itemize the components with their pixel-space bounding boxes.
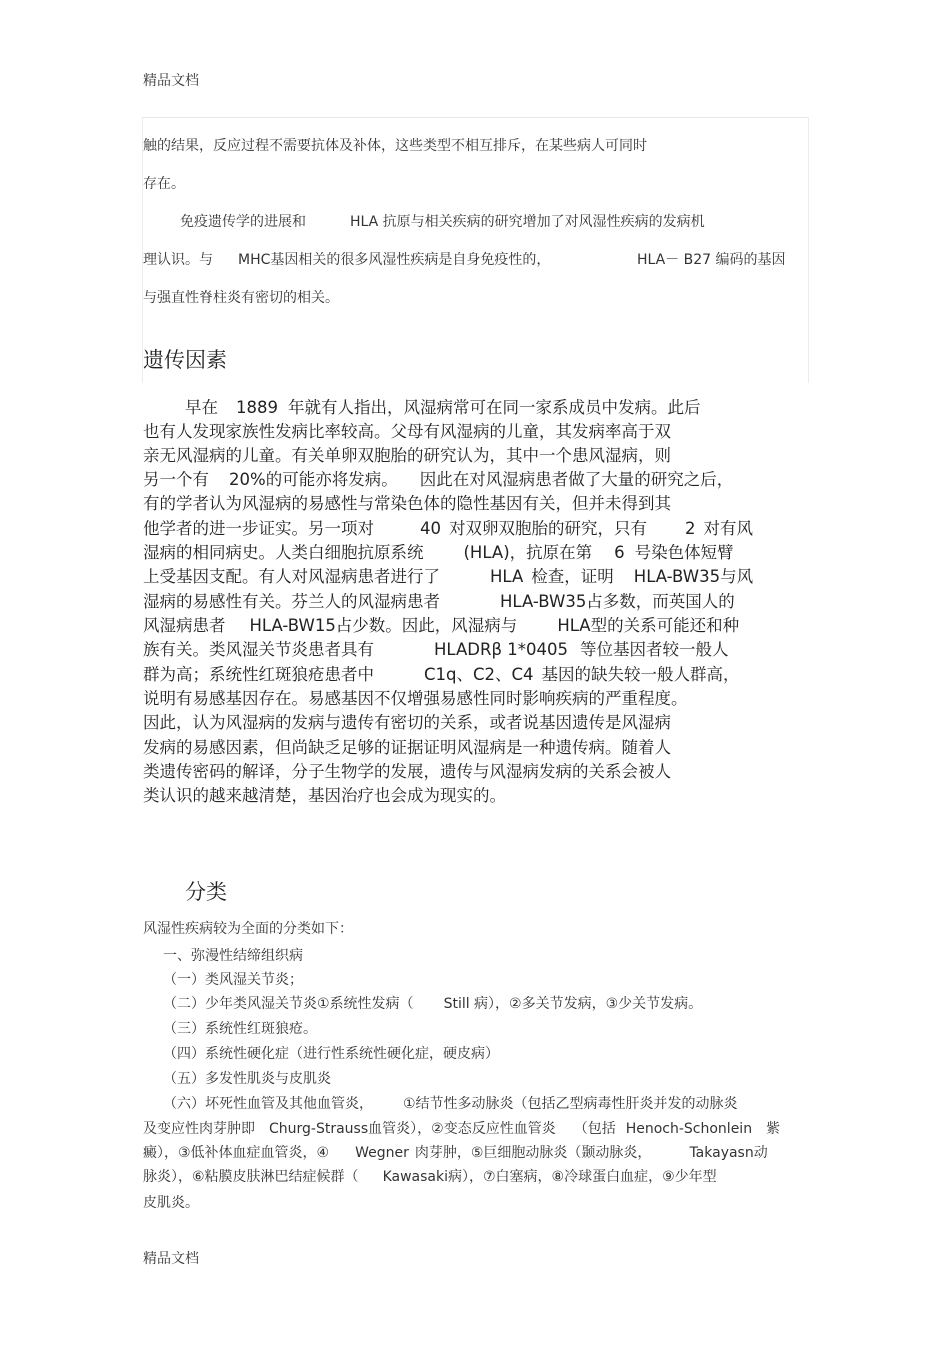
text-segment: HLA-BW35占多数，而英国人的 [500, 592, 735, 611]
text-segment: HLA-BW15占少数。因此，风湿病与 [249, 616, 518, 635]
text-segment: C1q、C2、C4 [424, 665, 534, 684]
text-segment: ①结节性多动脉炎（包括乙型病毒性肝炎并发的动脉炎 [403, 1096, 738, 1112]
text-segment: HLA型的关系可能还和种 [557, 616, 740, 635]
footer-watermark: 精品文档 [143, 1251, 199, 1267]
genetics-title: 遗传因素 [143, 348, 227, 372]
text-segment: 也有人发现家族性发病比率较高。父母有风湿病的儿童，其发病率高于双 [143, 422, 671, 441]
text-segment: 风湿病患者 [143, 616, 226, 635]
genetics-line [143, 515, 753, 539]
text-segment: （六）坏死性血管及其他血管炎， [163, 1096, 373, 1112]
genetics-line [143, 709, 671, 733]
intro-line-3b: HLA 抗原与相关疾病的研究增加了对风湿性疾病的发病机 [350, 214, 705, 230]
genetics-line [143, 612, 739, 636]
text-segment: 因此，认为风湿病的发病与遗传有密切的关系，或者说基因遗传是风湿病 [143, 713, 671, 732]
text-segment: 及变应性肉芽肿即 [143, 1121, 255, 1137]
text-segment: 他学者的进一步证实。另一项对 [143, 519, 374, 538]
classification-item: 一、弥漫性结缔组织病 [163, 948, 303, 964]
text-segment: 早在 [185, 398, 218, 417]
text-segment: 20% [229, 470, 266, 489]
text-segment: Churg-Strauss血管炎），②变态反应性血管炎 [269, 1121, 556, 1137]
genetics-line [143, 685, 688, 709]
text-segment: 肉芽肿，⑤巨细胞动脉炎（颞动脉炎， [414, 1145, 652, 1161]
classification-item: （一）类风湿关节炎； [163, 972, 303, 988]
text-segment: 40 [420, 519, 441, 538]
text-segment: 1889 [236, 398, 278, 417]
text-segment: HLA [490, 567, 524, 586]
text-segment: 6 [614, 543, 625, 562]
text-segment: 紫 [766, 1121, 781, 1137]
genetics-line [143, 442, 671, 466]
text-segment: Wegner [355, 1145, 409, 1161]
header-watermark: 精品文档 [143, 73, 199, 89]
text-segment: HLADR [434, 640, 492, 659]
intro-line-4b: MHC基因相关的很多风湿性疾病是自身免疫性的， [238, 252, 551, 268]
text-segment: 的可能亦将发病。 [265, 470, 398, 489]
genetics-line [143, 661, 740, 685]
text-segment: 群为高；系统性红斑狼疮患者中 [143, 665, 374, 684]
intro-line-4a: 理认识。与 [143, 252, 213, 268]
text-segment: 检查，证明 [531, 567, 614, 586]
intro-line-5: 与强直性脊柱炎有密切的相关。 [143, 290, 339, 306]
text-segment: 基因的缺失较一般人群高， [541, 665, 740, 684]
text-segment: 湿病的相同病史。人类白细胞抗原系统 [143, 543, 424, 562]
genetics-line [143, 490, 671, 514]
text-segment: 年就有人指出，风湿病常可在同一家系成员中发病。此后 [288, 398, 701, 417]
genetics-line [143, 466, 733, 490]
text-segment: 有的学者认为风湿病的易感性与常染色体的隐性基因有关，但并未得到其 [143, 494, 671, 513]
text-segment: Still 病），②多关节发病，③少关节发病。 [443, 996, 703, 1012]
text-segment: （包括 [573, 1121, 616, 1137]
intro-line-2: 存在。 [143, 176, 185, 192]
text-segment: (HLA)，抗原在第 [463, 543, 593, 562]
classification-item [143, 1142, 768, 1162]
classification-item [143, 1118, 780, 1138]
text-segment: Henoch-Schonlein [625, 1121, 753, 1137]
genetics-line [143, 418, 671, 442]
genetics-line [185, 394, 701, 418]
text-segment: 族有关。类风湿关节炎患者具有 [143, 640, 374, 659]
text-segment: 类认识的越来越清楚，基因治疗也会成为现实的。 [143, 786, 506, 805]
text-segment: 说明有易感基因存在。易感基因不仅增强易感性同时影响疾病的严重程度。 [143, 689, 688, 708]
classification-item: （三）系统性红斑狼疮。 [163, 1021, 317, 1037]
genetics-line [143, 734, 671, 758]
text-segment: 上受基因支配。有人对风湿病患者进行了 [143, 567, 440, 586]
text-segment: 癜），③低补体血症血管炎，④ [143, 1145, 330, 1161]
text-segment: Takayasn动 [689, 1145, 768, 1161]
text-segment: 发病的易感因素，但尚缺乏足够的证据证明风湿病是一种遗传病。随着人 [143, 738, 671, 757]
intro-line-4c: HLA－ B27 编码的基因 [637, 252, 786, 268]
classification-item: （五）多发性肌炎与皮肌炎 [163, 1071, 331, 1087]
intro-line-3a: 免疫遗传学的进展和 [180, 214, 306, 230]
classification-item [143, 1166, 717, 1186]
genetics-line [143, 588, 735, 612]
text-segment: HLA-BW35与风 [633, 567, 754, 586]
text-segment: 脉炎），⑥粘膜皮肤淋巴结症候群（ [143, 1169, 359, 1185]
text-segment: （二）少年类风湿关节炎①系统性发病（ [163, 996, 414, 1012]
text-segment: 对双卵双胞胎的研究，只有 [449, 519, 647, 538]
text-segment: 2 [685, 519, 696, 538]
classification-intro: 风湿性疾病较为全面的分类如下： [143, 921, 353, 937]
intro-line-1: 触的结果，反应过程不需要抗体及补体，这些类型不相互排斥，在某些病人可同时 [143, 138, 647, 154]
text-segment: Kawasaki病），⑦白塞病，⑧冷球蛋白血症，⑨少年型 [382, 1169, 717, 1185]
text-segment: 类遗传密码的解译，分子生物学的发展，遗传与风湿病发病的关系会被人 [143, 762, 671, 781]
genetics-line [143, 539, 734, 563]
genetics-line [143, 758, 671, 782]
text-segment: β 1*0405 [491, 640, 568, 659]
genetics-line [143, 563, 753, 587]
text-segment: 等位基因者较一般人 [579, 640, 729, 659]
genetics-line [143, 782, 506, 806]
text-segment: 号染色体短臂 [634, 543, 734, 562]
classification-title: 分类 [185, 880, 227, 904]
classification-item [163, 993, 702, 1013]
text-segment: 另一个有 [143, 470, 209, 489]
classification-item: 皮肌炎。 [143, 1195, 199, 1211]
classification-item: （四）系统性硬化症（进行性系统性硬化症，硬皮病） [163, 1046, 499, 1062]
text-segment: 对有风 [703, 519, 753, 538]
text-segment: 湿病的易感性有关。芬兰人的风湿病患者 [143, 592, 440, 611]
genetics-line [143, 636, 728, 660]
classification-item [163, 1093, 738, 1113]
text-segment: 因此在对风湿病患者做了大量的研究之后， [419, 470, 734, 489]
text-segment: 亲无风湿病的儿童。有关单卵双胞胎的研究认为，其中一个患风湿病，则 [143, 446, 671, 465]
